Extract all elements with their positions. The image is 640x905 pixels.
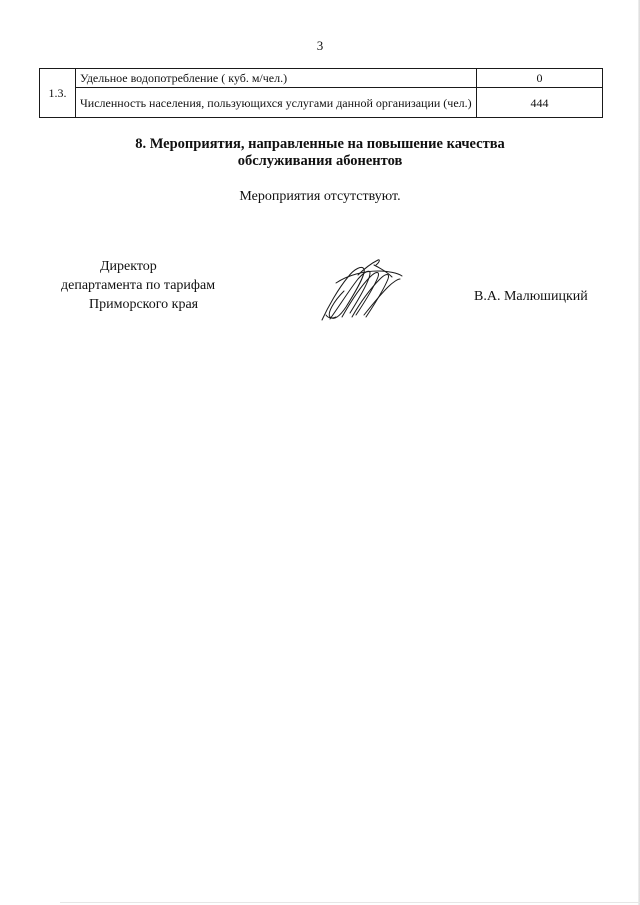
signer-position xyxy=(50,257,270,314)
signer-name: В.А. Малюшицкий xyxy=(474,289,588,304)
table-row xyxy=(40,69,603,88)
table-row xyxy=(40,88,603,118)
table-cell-number: 1.3. xyxy=(40,69,76,118)
table-cell-value: 0 xyxy=(477,69,603,88)
indicators-table xyxy=(39,68,603,118)
table-cell-indicator: Удельное водопотребление ( куб. м/чел.) xyxy=(76,69,477,88)
section-heading xyxy=(0,136,640,170)
handwritten-signature xyxy=(318,257,404,323)
section-heading-line: 8. Мероприятия, направленные на повышение качества xyxy=(135,136,505,152)
table-cell-value: 444 xyxy=(477,88,603,118)
signer-position-line: Приморского края xyxy=(89,297,199,312)
section-body-text: Мероприятия отсутствуют. xyxy=(239,189,401,204)
table-cell-indicator: Численность населения, пользующихся услугами данной организации (чел.) xyxy=(76,88,477,118)
page-bottom-line xyxy=(60,902,640,903)
section-heading-line: обслуживания абонентов xyxy=(237,153,403,169)
page-number: 3 xyxy=(316,38,324,53)
signer-position-line: Директор xyxy=(100,259,157,274)
signer-position-line: департамента по тарифам xyxy=(61,278,216,293)
